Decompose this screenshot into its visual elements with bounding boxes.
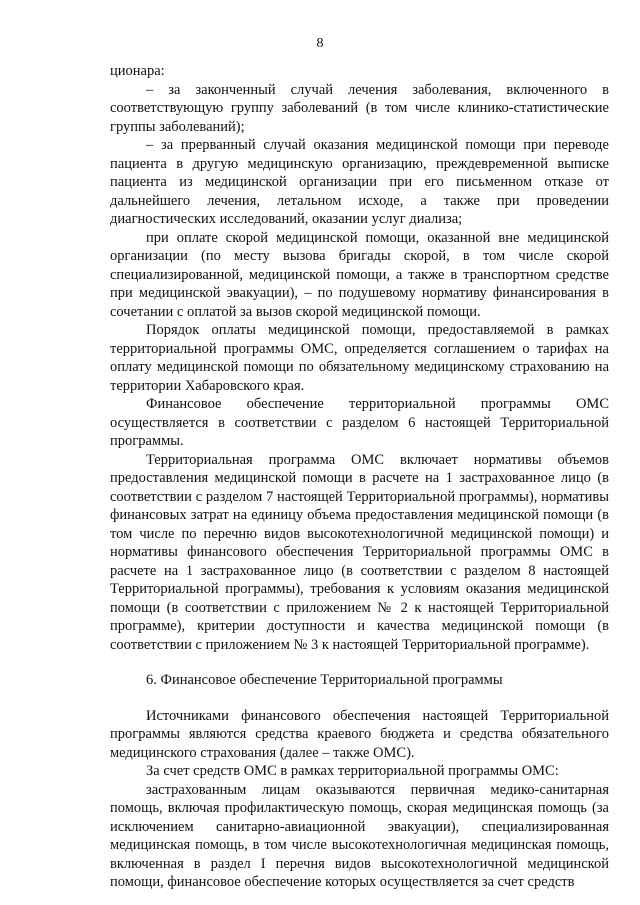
paragraph-payment-procedure: Порядок оплаты медицинской помощи, предоставляемой в рамках территориальной программы ОМС, определяется соглашением о тарифах на оплату медицинской помощи по обязательному медицинскому страхованию на территории Хабаровского края. [110, 322, 609, 394]
paragraph-funding-sources: Источниками финансового обеспечения настоящей Территориальной программы являются средства краевого бюджета и средства обязательного медицинского страхования (далее – также ОМС). [110, 707, 609, 761]
page-number: 8 [316, 36, 324, 51]
section-heading: 6. Финансовое обеспечение Территориальной программы [146, 672, 503, 688]
paragraph-insured-persons: застрахованным лицам оказываются первичная медико-санитарная помощь, включая профилактическую помощь, скорая медицинская помощь (за исключением санитарно-авиационной эвакуации), специализированная медицинская помощь, в том числе высокотехнологичная медицинская помощь, включенная в раздел I перечня видов высокотехнологичной медицинской помощи, финансовое обеспечение которых осуществляется за счет средств [110, 781, 609, 890]
paragraph-ambulance-payment: при оплате скорой медицинской помощи, оказанной вне медицинской организации (по месту вызова бригады скорой, в том числе скорой специализированной, медицинской помощи, а также в транспортном средстве при медицинской эвакуации), – по подушевому нормативу финансирования в сочетании с оплатой за вызов скорой медицинской помощи. [110, 229, 609, 320]
paragraph-program-includes: Территориальная программа ОМС включает нормативы объемов предоставления медицинской помощи в расчете на 1 застрахованное лицо (в соответствии с разделом 7 настоящей Территориальной программы), нормативы финансовых затрат на единицу объема предоставления медицинской помощи (в том числе по перечню видов высокотехнологичной медицинской помощи) и нормативы финансового обеспечения Территориальной программы ОМС в расчете на 1 застрахованное лицо (в соответствии с разделом 8 настоящей Территориальной программы), требования к условиям оказания медицинской помощи (в соответствии с приложением № 2 к настоящей Территориальной программе), критерии доступности и качества медицинской помощи (в соответствии с приложением № 3 к настоящей Территориальной программе). [110, 451, 609, 653]
paragraph-oms-funds: За счет средств ОМС в рамках территориальной программы ОМС: [146, 763, 559, 779]
paragraph-interrupted-case: – за прерванный случай оказания медицинской помощи при переводе пациента в другую медицинскую организацию, преждевременной выписке пациента из медицинской организации при его письменном отказе от дальнейшего лечения, летальном исходе, а также при проведении диагностических исследований, оказании услуг диализа; [110, 137, 609, 227]
document-body [110, 62, 609, 892]
paragraph-completed-case: – за законченный случай лечения заболевания, включенного в соответствующую группу заболеваний (в том числе клинико-статистические группы заболеваний); [110, 81, 609, 135]
paragraph-continuation: ционара: [110, 63, 165, 79]
paragraph-financial-support: Финансовое обеспечение территориальной программы ОМС осуществляется в соответствии с разделом 6 настоящей Территориальной программы. [110, 396, 609, 449]
